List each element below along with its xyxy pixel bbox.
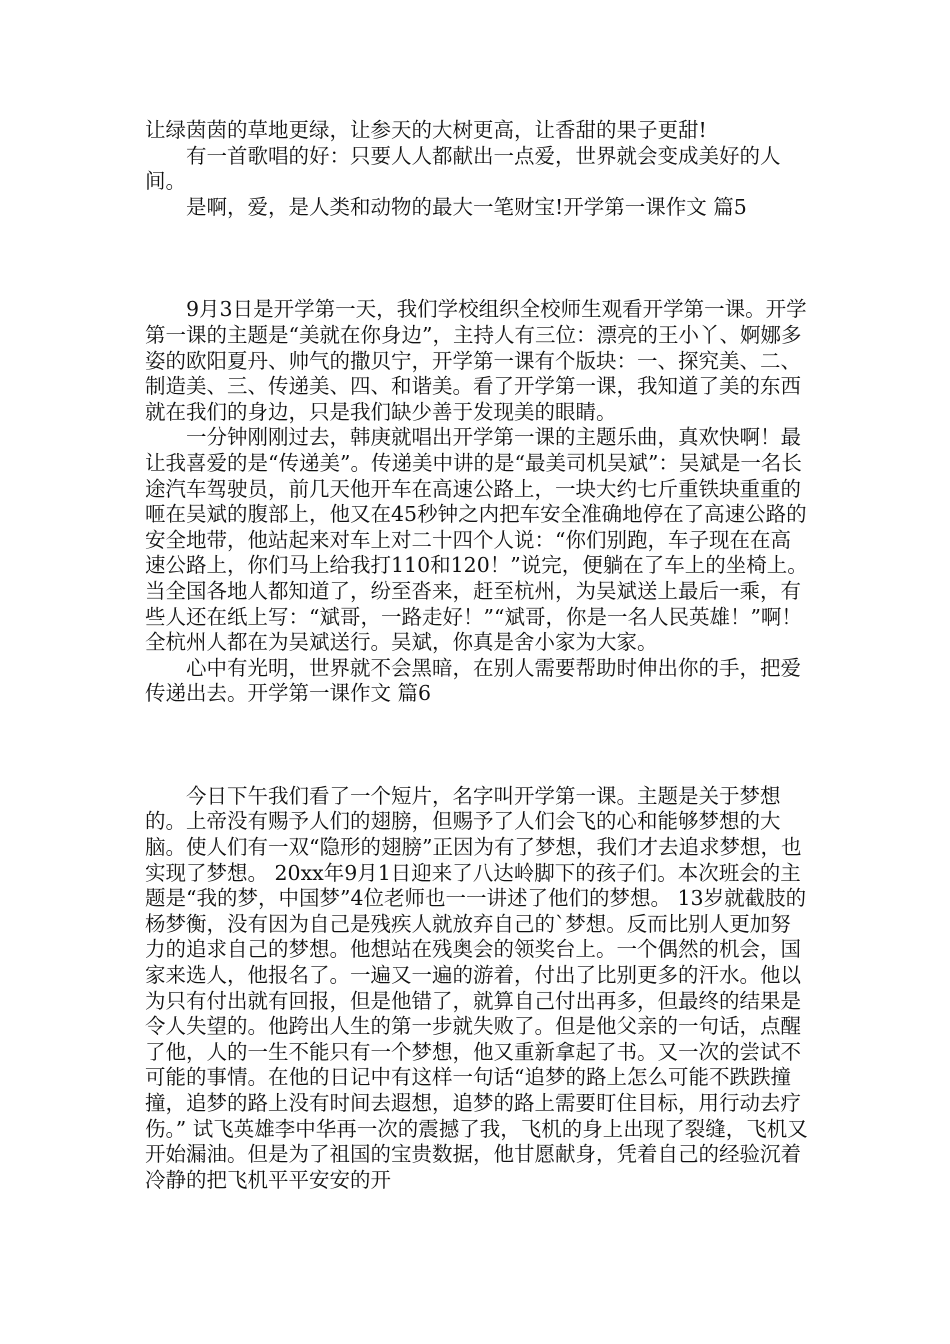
essay6-paragraph-1: 今日下午我们看了一个短片，名字叫开学第一课。主题是关于梦想的。上帝没有赐予人们的翅膀，但赐予了人们会飞的心和能够梦想的大脑。使人们有一双“隐形的翅膀”正因为有了梦想，我们才去追求梦想，也实现了梦想。 20xx年9月1日迎来了八达岭脚下的孩子们。本次班会的主题是“我的梦，中国梦”4位老师也一一讲述了他们的梦想。 13岁就截肢的杨梦衡，没有因为自己是残疾人就放弃自己的`梦想。反而比别人更加努力的追求自己的梦想。他想站在残奥会的领奖台上。一个偶然的机会，国家来选人，他报名了。一遍又一遍的游着，付出了比别更多的汗水。他以为只有付出就有回报，但是他错了，就算自己付出再多，但最终的结果是令人失望的。他跨出人生的第一步就失败了。但是他父亲的一句话，点醒了他，人的一生不能只有一个梦想，他又重新拿起了书。又一次的尝试不可能的事情。在他的日记中有这样一句话“追梦的路上怎么可能不跌跌撞撞，追梦的路上没有时间去遐想，追梦的路上需要盯住目标，用行动去疗伤。” 试飞英雄李中华再一次的震撼了我，飞机的身上出现了裂缝，飞机又开始漏油。但是为了祖国的宝贵数据，他甘愿献身，凭着自己的经验沉着冷静的把飞机平平安安的开 xyxy=(145,783,808,1192)
essay5-paragraph-2: 一分钟刚刚过去，韩庚就唱出开学第一课的主题乐曲，真欢快啊！最让我喜爱的是“传递美”。传递美中讲的是“最美司机吴斌”：吴斌是一名长途汽车驾驶员，前几天他开车在高速公路上，一块大约七斤重铁块重重的咂在吴斌的腹部上，他又在45秒钟之内把车安全准确地停在了高速公路的安全地带，他站起来对车上对二十四个人说：“你们别跑，车子现在在高速公路上，你们马上给我打110和120！”说完，便躺在了车上的坐椅上。当全国各地人都知道了，纷至沓来，赶至杭州，为吴斌送上最后一乘，有些人还在纸上写：“斌哥，一路走好！”“斌哥，你是一名人民英雄！”啊！全杭州人都在为吴斌送行。吴斌，你真是舍小家为大家。 xyxy=(145,425,808,655)
paragraph-song: 有一首歌唱的好：只要人人都献出一点爱，世界就会变成美好的人间。 xyxy=(145,143,781,194)
document-page xyxy=(145,118,809,1193)
section-spacer xyxy=(145,220,809,297)
paragraph-love-heading-5: 是啊，爱，是人类和动物的最大一笔财宝!开学第一课作文 篇5 xyxy=(186,194,747,219)
essay5-paragraph-3-heading-6: 心中有光明，世界就不会黑暗，在别人需要帮助时伸出你的手，把爱传递出去。开学第一课作文 篇6 xyxy=(145,655,801,706)
essay5-paragraph-1: 9月3日是开学第一天，我们学校组织全校师生观看开学第一课。开学第一课的主题是“美就在你身边”，主持人有三位：漂亮的王小丫、婀娜多姿的欧阳夏丹、帅气的撒贝宁，开学第一课有个版块：一、探究美、二、制造美、三、传递美、四、和谐美。看了开学第一课，我知道了美的东西就在我们的身边，只是我们缺少善于发现美的眼睛。 xyxy=(145,297,807,424)
paragraph-grass: 让绿茵茵的草地更绿，让参天的大树更高，让香甜的果子更甜! xyxy=(145,118,707,142)
section-spacer xyxy=(145,707,809,784)
